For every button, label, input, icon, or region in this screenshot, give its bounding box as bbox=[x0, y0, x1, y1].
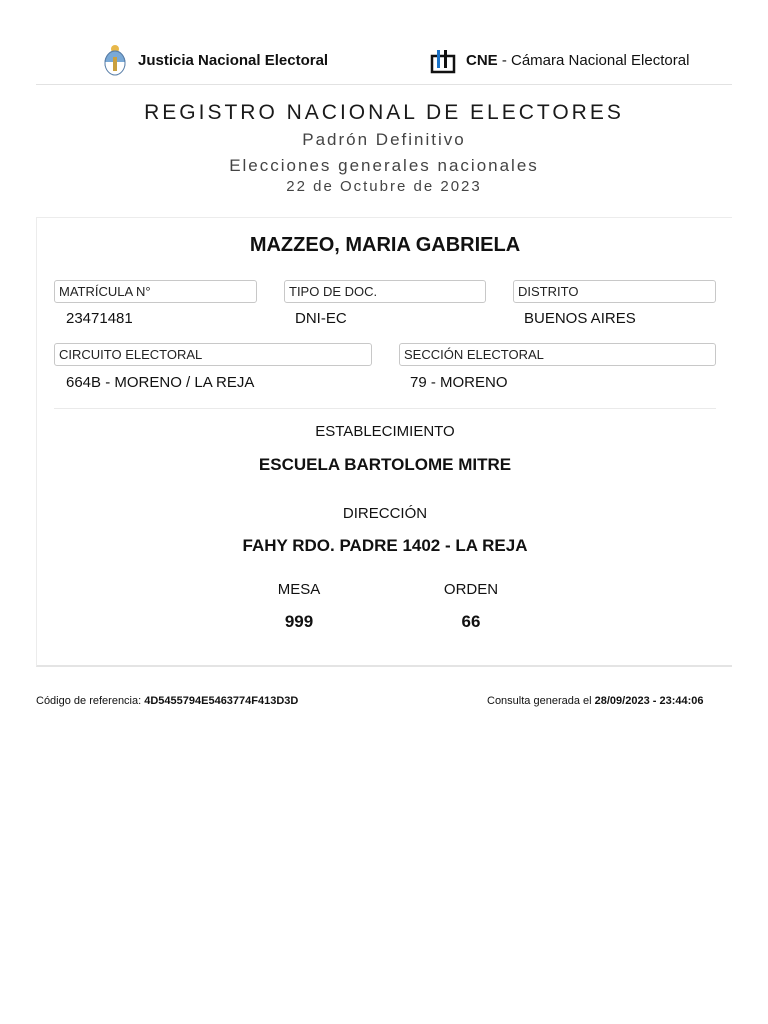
election-name: Elecciones generales nacionales bbox=[229, 156, 539, 175]
orden-value: 66 bbox=[461, 612, 481, 631]
distrito-value: BUENOS AIRES bbox=[524, 310, 636, 327]
circuito-value: 664B - MORENO / LA REJA bbox=[66, 374, 255, 391]
header-right bbox=[430, 38, 689, 82]
mesa-label: MESA bbox=[277, 581, 321, 598]
generation-timestamp-value: 28/09/2023 - 23:44:06 bbox=[594, 695, 704, 707]
direccion-label: DIRECCIÓN bbox=[342, 505, 428, 522]
orden-label: ORDEN bbox=[443, 581, 499, 598]
voter-card bbox=[36, 217, 732, 667]
reference-code: Código de referencia: 4D5455794E5463774F413D3D bbox=[36, 695, 299, 707]
establecimiento-label: ESTABLECIMIENTO bbox=[315, 423, 455, 440]
matricula-label: MATRÍCULA N° bbox=[54, 280, 257, 303]
tipo-doc-value: DNI-EC bbox=[295, 310, 347, 327]
voter-name: MAZZEO, MARIA GABRIELA bbox=[249, 234, 521, 256]
tipo-doc-label: TIPO DE DOC. bbox=[284, 280, 486, 303]
generation-timestamp: Consulta generada el 28/09/2023 - 23:44:06 bbox=[487, 695, 704, 707]
header-left bbox=[102, 38, 328, 82]
header-divider bbox=[36, 84, 732, 85]
cne-building-icon bbox=[430, 46, 456, 74]
election-date: 22 de Octubre de 2023 bbox=[286, 178, 482, 195]
reference-code-value: 4D5455794E5463774F413D3D bbox=[144, 695, 299, 707]
establecimiento-value: ESCUELA BARTOLOME MITRE bbox=[258, 455, 512, 474]
direccion-value: FAHY RDO. PADRE 1402 - LA REJA bbox=[242, 536, 528, 555]
distrito-label: DISTRITO bbox=[513, 280, 716, 303]
mesa-value: 999 bbox=[284, 612, 314, 631]
circuito-label: CIRCUITO ELECTORAL bbox=[54, 343, 372, 366]
org-name: Justicia Nacional Electoral bbox=[138, 51, 329, 69]
cne-name: CNE - Cámara Nacional Electoral bbox=[466, 51, 690, 69]
seccion-value: 79 - MORENO bbox=[410, 374, 508, 391]
matricula-value: 23471481 bbox=[66, 310, 133, 327]
card-divider bbox=[54, 408, 716, 409]
argentina-seal-icon bbox=[102, 43, 128, 77]
document-subtitle: Padrón Definitivo bbox=[302, 130, 466, 149]
document-title: REGISTRO NACIONAL DE ELECTORES bbox=[144, 101, 624, 124]
seccion-label: SECCIÓN ELECTORAL bbox=[399, 343, 716, 366]
